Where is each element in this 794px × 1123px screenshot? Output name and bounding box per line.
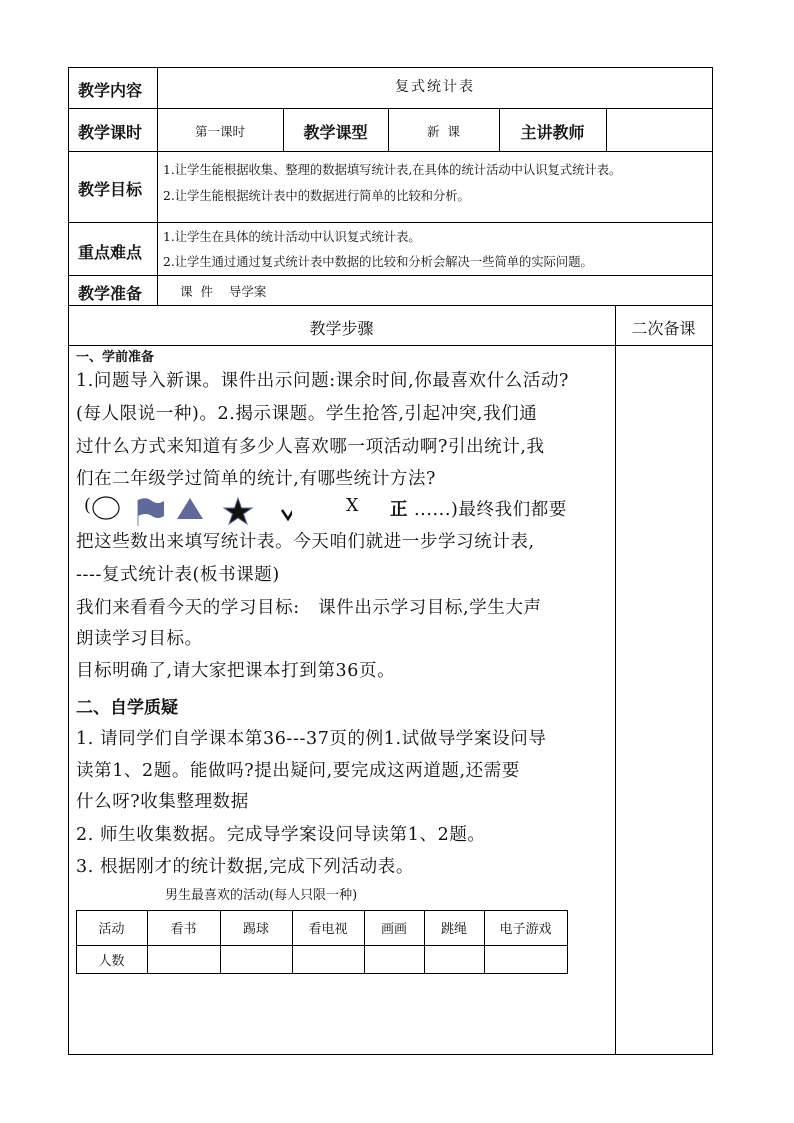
body-line: 们在二年级学过简单的统计,有哪些统计方法? [76, 469, 437, 489]
goal-2: 2.让学生能根据统计表中的数据进行简单的比较和分析。 [163, 189, 470, 203]
body-line: 朗读学习目标。 [76, 629, 203, 649]
table-header-cell: 看电视 [308, 922, 348, 937]
triangle-icon [177, 498, 203, 519]
rule [68, 151, 713, 152]
body-line: 我们来看看今天的学习目标: 课件出示学习目标,学生大声 [76, 598, 542, 618]
teacher-label: 主讲教师 [520, 123, 585, 142]
x-mark: X [346, 496, 360, 516]
rule [68, 275, 713, 276]
goals-label: 教学目标 [78, 180, 143, 199]
symbols-row [92, 494, 292, 528]
prep-label: 教学准备 [78, 284, 143, 303]
body-line: 读第1、2题。能做吗?提出疑问,要完成这两道题,还需要 [76, 761, 520, 781]
rule [68, 345, 713, 346]
table-header-cell: 看书 [170, 922, 197, 937]
steps-title: 教学步骤 [309, 319, 374, 338]
body-line: 把这些数出来填写统计表。今天咱们就进一步学习统计表, [76, 532, 535, 552]
period-value: 第一课时 [194, 124, 245, 139]
key-point-1: 1.让学生在具体的统计活动中认识复式统计表。 [163, 230, 421, 244]
table-header-cell: 跳绳 [440, 922, 467, 937]
body-line: 1.问题导入新课。课件出示问题:课余时间,你最喜欢什么活动? [76, 371, 570, 391]
rule [712, 67, 713, 1055]
rule [68, 305, 713, 306]
table-header-cell: 电子游戏 [499, 922, 552, 937]
lesson-title: 复式统计表 [395, 79, 475, 95]
flag-icon [138, 498, 164, 526]
goal-1: 1.让学生能根据收集、整理的数据填写统计表,在具体的统计活动中认识复式统计表。 [163, 163, 622, 177]
rule [68, 1054, 713, 1055]
content-label: 教学内容 [78, 81, 143, 100]
type-label: 教学课型 [303, 123, 368, 142]
rule [68, 67, 713, 68]
rule [606, 108, 607, 151]
section-1-heading: 一、学前准备 [76, 350, 155, 365]
key-point-2: 2.让学生通过通过复式统计表中数据的比较和分析会解决一些简单的实际问题。 [163, 255, 593, 269]
body-line: 2. 师生收集数据。完成导学案设问导读第1、2题。 [76, 825, 486, 845]
circle-icon [93, 497, 119, 519]
table-header-cell: 活动 [98, 922, 125, 937]
body-line: 什么呀?收集整理数据 [76, 792, 249, 812]
body-line: 1. 请同学们自学课本第36---37页的例1.试做导学案设问导 [76, 729, 547, 749]
rule [68, 67, 69, 1055]
table-header-cell: 踢球 [242, 922, 269, 937]
check-icon [282, 496, 292, 519]
body-line: ----复式统计表(板书课题) [76, 565, 280, 585]
table-row-label: 人数 [98, 953, 125, 969]
activity-table-title: 男生最喜欢的活动(每人只限一种) [165, 888, 358, 903]
section-2-heading: 二、自学质疑 [76, 698, 178, 718]
body-line: (每人限说一种)。2.揭示课题。学生抢答,引起冲突,我们通 [76, 404, 538, 424]
rule [68, 222, 713, 223]
body-line: ......)最终我们都要 [414, 500, 568, 520]
paren-open: ( [84, 496, 92, 516]
zheng-mark: 正 [390, 500, 409, 520]
table-header-cell: 画画 [380, 922, 407, 937]
body-line: 3. 根据刚才的统计数据,完成下列活动表。 [76, 857, 414, 877]
key-label: 重点难点 [78, 243, 143, 262]
body-line: 目标明确了,请大家把课本打到第36页。 [76, 661, 396, 681]
body-line: 过什么方式来知道有多少人喜欢哪一项活动啊?引出统计,我 [76, 437, 545, 457]
type-value: 新 课 [427, 124, 460, 139]
rule [68, 108, 713, 109]
star-icon [224, 498, 252, 524]
prep-value: 课 件 导学案 [180, 284, 267, 299]
rule [157, 67, 158, 305]
period-label: 教学课时 [78, 123, 143, 142]
rule [615, 305, 616, 1055]
notes-title: 二次备课 [631, 319, 696, 338]
